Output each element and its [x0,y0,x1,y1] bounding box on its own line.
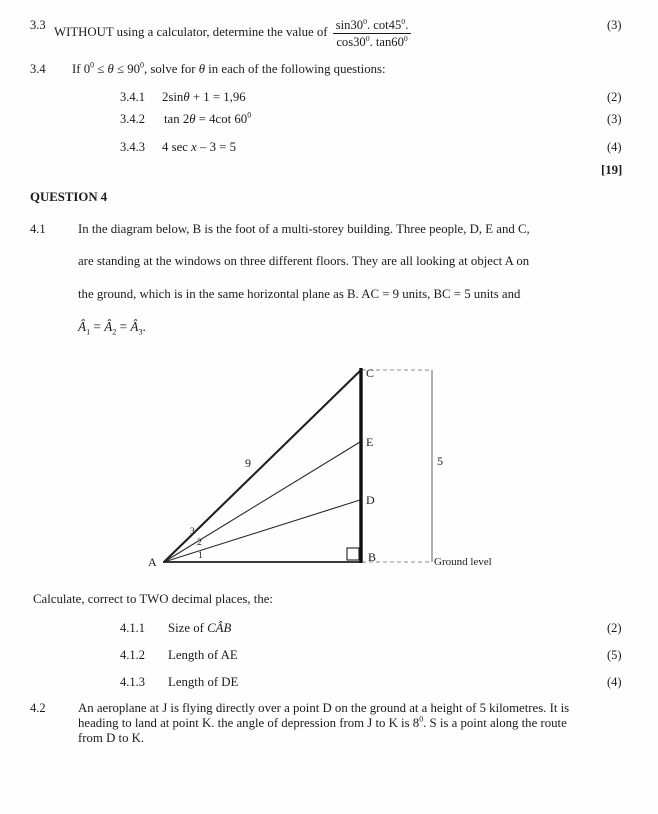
fraction-numerator: $\sin 30^0$. $\cot 45^0$. [333,18,412,34]
marks-4-1-2: (5) [607,648,622,662]
question-number-3-3: 3.3 [30,18,46,32]
question-number-3-4: 3.4 [30,62,46,76]
diagram-label-angle-2: 2 [197,538,202,548]
diagram-label-E: E [366,435,374,449]
diagram-label-angle-1: 1 [198,551,203,561]
question-4-heading: QUESTION 4 [30,190,108,204]
expression-3-4-2: tan 2θ = 4cot $60^0$ [164,110,252,126]
section-total-marks: [19] [601,163,623,177]
question-3-3-prompt: WITHOUT using a calculator, determine the value of [54,24,328,39]
question-4-1-line-3: the ground, which is in the same horizontal plane as B. AC = 9 units, BC = 5 units and [78,287,521,301]
marks-4-1-3: (4) [607,675,622,689]
question-4-1-line-1: In the diagram below, B is the foot of a multi-storey building. Three people, D, E and C, [78,222,530,236]
question-number-4-1: 4.1 [30,222,46,236]
question-4-1-2-text: Length of AE [168,648,238,662]
diagram-label-length-5: 5 [437,454,443,468]
fraction-denominator: $\cos 30^0$. $\tan 60^0$ [336,34,408,50]
marks-3-4-3: (4) [607,140,622,154]
diagram-label-B: B [368,550,377,564]
question-number-3-4-1: 3.4.1 [120,90,145,104]
diagram-label-C: C [366,366,375,380]
question-4-2-line-2: heading to land at point K. the angle of depression from J to K is $8^0$. S is a point along the route [78,714,567,730]
marks-3-4-1: (2) [607,90,622,104]
question-4-1-1-text: Size of CÂB [168,621,232,635]
question-4-1-line-2: are standing at the windows on three different floors. They are all looking at object A on [78,254,530,268]
question-3-4-text: If $0^0 \le \theta \le 90^0$, solve for θ in each of the following questions: [72,60,386,76]
diagram-label-ground-level: Ground level [434,556,492,568]
marks-3-3: (3) [607,18,622,32]
marks-4-1-1: (2) [607,621,622,635]
trig-fraction [333,18,412,50]
question-4-1-line-4-angles: $Â_1$ = $Â_2$ = $Â_3$. [78,319,146,337]
question-number-3-4-3: 3.4.3 [120,140,145,154]
question-number-4-2: 4.2 [30,701,46,715]
building-geometry-diagram [0,352,658,577]
question-number-3-4-2: 3.4.2 [120,112,145,126]
line-A-to-E [164,442,360,562]
diagram-label-A: A [148,555,157,569]
diagram-label-angle-3: 3 [190,527,195,537]
diagram-label-length-9: 9 [245,456,251,470]
question-4-2-line-1: An aeroplane at J is flying directly over a point D on the ground at a height of 5 kilometres. It is [78,701,570,715]
question-3-3-text [54,18,574,50]
diagram-label-D: D [366,493,375,507]
right-angle-marker-B [347,548,359,560]
expression-3-4-1: 2sinθ + 1 = 1,96 [162,90,246,104]
question-4-1-3-text: Length of DE [168,675,239,689]
question-4-2-line-3: from D to K. [78,731,145,745]
question-number-4-1-3: 4.1.3 [120,675,145,689]
question-number-4-1-2: 4.1.2 [120,648,145,662]
expression-3-4-3: 4 sec x – 3 = 5 [162,140,237,154]
question-number-4-1-1: 4.1.1 [120,621,145,635]
diagram-svg [0,352,658,577]
calculate-intro-text: Calculate, correct to TWO decimal places, the: [33,592,273,606]
marks-3-4-2: (3) [607,112,622,126]
